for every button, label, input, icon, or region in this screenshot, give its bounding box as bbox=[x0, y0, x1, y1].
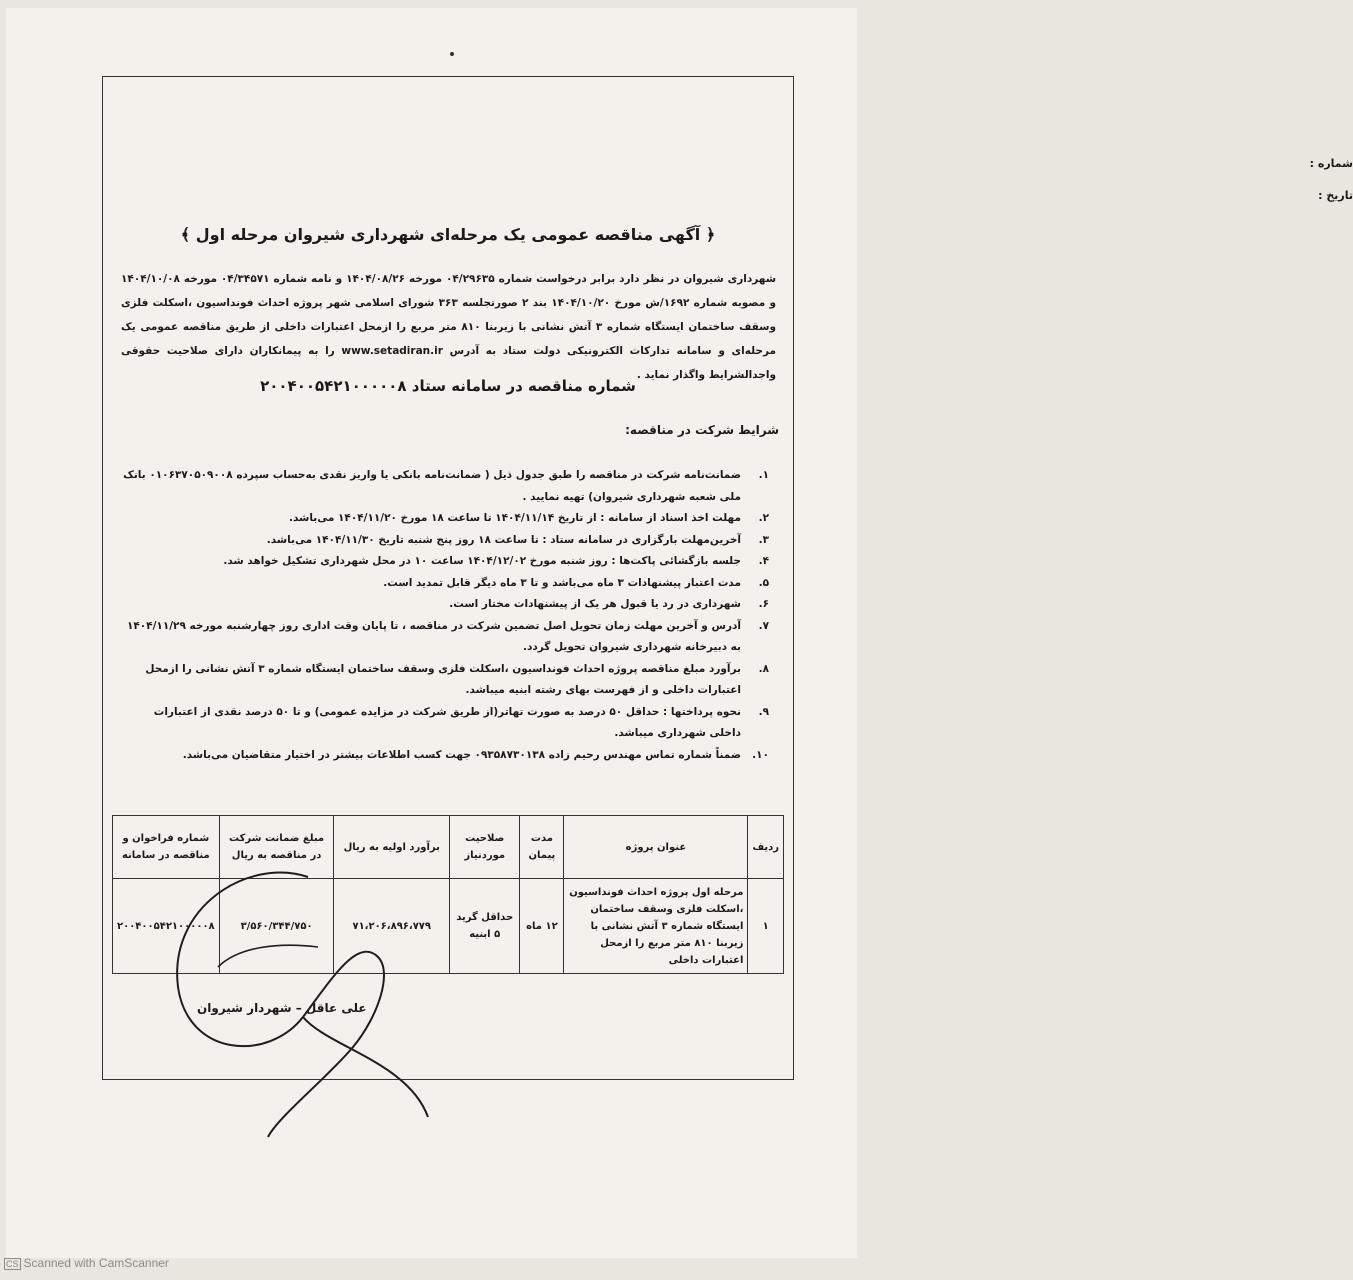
col-qualification-header: صلاحیت موردنیاز bbox=[450, 816, 520, 879]
condition-item: ۱. ضمانت‌نامه شرکت در مناقصه را طبق جدول ذیل ( ضمانت‌نامه بانکی یا واریز نقدی به‌حساب سپرده ۰۱۰۶۳۷۰۵۰۹۰۰۸ بانک ملی شعبه شهرداری شیروان) تهیه نمایید . bbox=[123, 469, 769, 503]
conditions-heading: شرایط شرکت در مناقصه: bbox=[625, 423, 779, 437]
cell-guarantee: ۳/۵۶۰/۳۴۴/۷۵۰ bbox=[219, 879, 334, 974]
col-tender-id-header: شماره فراخوان و مناقصه در سامانه bbox=[113, 816, 220, 879]
document-page bbox=[6, 8, 1353, 1258]
col-row-header: ردیف bbox=[748, 816, 784, 879]
number-label: شماره : bbox=[1309, 157, 1353, 170]
camscanner-watermark: CS Scanned with CamScanner bbox=[6, 1256, 169, 1270]
condition-item: ۷. آدرس و آخرین مهلت زمان تحویل اصل تضمین شرکت در مناقصه ، تا پایان وقت اداری روز چهارشنبه مورخه ۱۴۰۴/۱۱/۲۹ به دبیرخانه شهرداری شیروان تحویل گردد. bbox=[126, 619, 769, 653]
cell-row-no: ۱ bbox=[748, 879, 784, 974]
condition-item: ۸. برآورد مبلغ مناقصه پروژه احداث فونداسیون ،اسکلت فلزی وسقف ساختمان ایستگاه شماره ۳ آتش نشانی را ازمحل اعتبارات داخلی و از فهرست بهای رشته ابنیه میباشد. bbox=[145, 662, 769, 696]
col-estimate-header: برآورد اولیه به ریال bbox=[334, 816, 450, 879]
date-label: تاریخ : bbox=[1318, 189, 1353, 202]
condition-item: ۶. شهرداری در رد یا قبول هر یک از پیشنهادات مختار است. bbox=[449, 598, 769, 610]
punch-dot bbox=[450, 52, 454, 56]
page-title: ﴿ آگهی مناقصه عمومی یک مرحله‌ای شهرداری شیروان مرحله اول ﴾ bbox=[180, 225, 716, 244]
signatory: علی عاقل – شهردار شیروان bbox=[197, 1001, 367, 1015]
condition-item: ۲. مهلت اخذ اسناد از سامانه : از تاریخ ۱۴۰۴/۱۱/۱۴ تا ساعت ۱۸ مورخ ۱۴۰۴/۱۱/۲۰ می‌باشد. bbox=[288, 512, 769, 524]
intro-paragraph: شهرداری شیروان در نظر دارد برابر درخواست شماره ۰۴/۲۹۶۳۵ مورخه ۱۴۰۴/۰۸/۲۶ و نامه شماره ۰۴/۳۴۵۷۱ مورخه ۱۴۰۴/۱۰/۰۸ و مصوبه شماره ۱۶۹۲/ش مورخ ۱۴۰۴/۱۰/۲۰ بند ۲ صورتجلسه ۳۶۳ شورای اسلامی شهر پروژه احداث فونداسیون ،اسکلت فلزی وسقف ساختمان ایستگاه شماره ۳ آتش نشانی با زیربنا ۸۱۰ متر مربع را ازمحل اعتبارات داخلی از طریق مناقصه عمومی یک مرحله‌ای و سامانه تدارکات الکترونیکی دولت ستاد به آدرس www.setadiran.ir را به پیمانکاران دارای صلاحیت حقوقی واجدالشرایط واگذار نماید . bbox=[121, 273, 777, 381]
camscanner-icon: CS bbox=[6, 1259, 19, 1269]
document-frame bbox=[102, 76, 1353, 1080]
condition-item: ۹. نحوه پرداختها : حداقل ۵۰ درصد به صورت تهاتر(از طریق شرکت در مزایده عمومی) و تا ۵۰ درصد نقدی از اعتبارات داخلی شهرداری میباشد. bbox=[153, 705, 769, 739]
cell-duration: ۱۲ ماه bbox=[520, 879, 564, 974]
condition-item: ۴. جلسه بازگشائی پاکت‌ها : روز شنبه مورخ ۱۴۰۴/۱۲/۰۲ ساعت ۱۰ در محل شهرداری تشکیل خواهد شد. bbox=[223, 555, 769, 567]
cell-tender-id: ۲۰۰۴۰۰۵۴۲۱۰۰۰۰۰۸ bbox=[113, 879, 220, 974]
condition-item: ۳. آخرین‌مهلت بارگزاری در سامانه ستاد : تا ساعت ۱۸ روز پنج شنبه تاریخ ۱۴۰۴/۱۱/۳۰ می‌باشد. bbox=[266, 533, 769, 546]
cell-estimate: ۷۱،۲۰۶،۸۹۶،۷۷۹ bbox=[334, 879, 450, 974]
handwritten-signature bbox=[128, 847, 448, 1147]
tender-number-heading: شماره مناقصه در سامانه ستاد ۲۰۰۴۰۰۵۴۲۱۰۰۰۰۰۸ bbox=[260, 377, 636, 395]
cell-project: مرحله اول پروژه احداث فونداسیون ،اسکلت فلزی وسقف ساختمان ایستگاه شماره ۳ آتش نشانی با زیربنا ۸۱۰ متر مربع را ازمحل اعتبارات داخلی bbox=[564, 879, 748, 974]
col-guarantee-header: مبلغ ضمانت شرکت در مناقصه به ریال bbox=[219, 816, 334, 879]
col-project-header: عنوان پروژه bbox=[564, 816, 748, 879]
condition-item: ۱۰. ضمناً شماره تماس مهندس رحیم زاده ۰۹۳۵۸۷۳۰۱۳۸ جهت کسب اطلاعات بیشتر در اختیار متقاضیان می‌باشد. bbox=[182, 748, 769, 761]
conditions-list bbox=[121, 465, 769, 766]
condition-item: ۵. مدت اعتبار پیشنهادات ۳ ماه می‌باشد و تا ۳ ماه دیگر قابل تمدید است. bbox=[383, 576, 769, 589]
col-duration-header: مدت پیمان bbox=[520, 816, 564, 879]
cell-qualification: حداقل گرید ۵ ابنیه bbox=[450, 879, 520, 974]
